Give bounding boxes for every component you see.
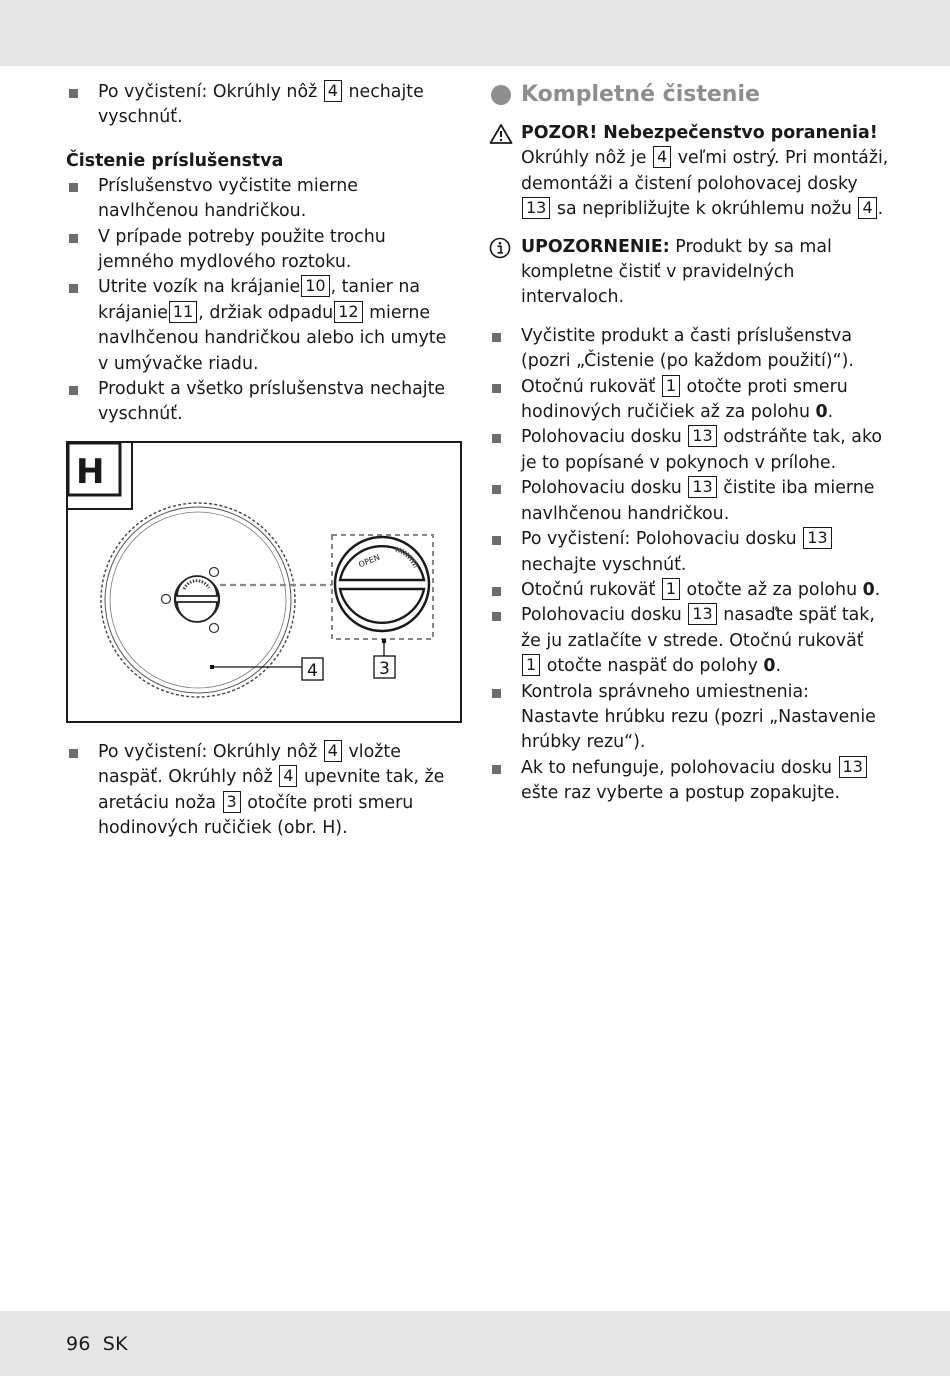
- text: Produkt by sa mal kompletne čistiť v pravidelných intervaloch.: [521, 236, 832, 308]
- list-item: [489, 527, 889, 578]
- text: otočíte proti smeru hodinových ručičiek (obr. H).: [98, 792, 414, 839]
- warning-block: [489, 121, 889, 223]
- left-column: [66, 80, 456, 428]
- bottom-band: [0, 1311, 950, 1376]
- text: Príslušenstvo vyčistite mierne navlhčenou handričkou.: [98, 175, 358, 222]
- part-ref: 13: [522, 197, 550, 219]
- language-code: SK: [102, 1333, 128, 1355]
- text: otočte naspäť do polohy: [541, 656, 764, 677]
- text: Vyčistite produkt a časti príslušenstva (pozri „Čistenie (po každom použití)“).: [521, 325, 854, 372]
- text: .: [877, 199, 884, 220]
- position-value: 0: [815, 402, 828, 423]
- subheading: Čistenie príslušenstva: [66, 150, 284, 171]
- text: , držiak odpadu: [198, 302, 334, 323]
- position-value: 0: [862, 579, 875, 600]
- figure-letter: H: [76, 452, 105, 492]
- lock-zoom: [332, 535, 433, 679]
- text: V prípade potreby použite trochu jemného mydlového roztoku.: [98, 226, 386, 273]
- list-item: [66, 225, 456, 276]
- text: Po vyčistení: Okrúhly nôž: [98, 82, 323, 102]
- list-item: [66, 740, 456, 842]
- text: nasaďte späť tak, že ju zatlačíte v strede. Otočnú rukoväť: [521, 605, 875, 651]
- part-ref: 13: [688, 603, 716, 625]
- callout-3: 3: [379, 659, 390, 679]
- part-ref: 1: [522, 654, 540, 676]
- list-item: [489, 375, 889, 426]
- part-ref: 1: [662, 375, 680, 397]
- list-item: [66, 377, 456, 428]
- text: Po vyčistení: Okrúhly nôž: [98, 742, 323, 762]
- figure-illustration: [68, 443, 464, 725]
- list-item: [489, 680, 889, 756]
- text: Okrúhly nôž je: [521, 148, 652, 169]
- text: upevnite tak, že aretáciu noža: [98, 767, 445, 813]
- text: Po vyčistení: Polohovaciu dosku: [521, 529, 803, 550]
- figure-h: [66, 441, 462, 723]
- part-ref: 4: [324, 80, 342, 102]
- text: Ak to nefunguje, polohovaciu dosku: [521, 757, 838, 778]
- part-ref: 13: [688, 476, 716, 498]
- section-title: Kompletné čistenie: [521, 82, 760, 107]
- text: sa nepribližujte k okrúhlemu nožu: [551, 199, 858, 220]
- list-item: [66, 80, 456, 131]
- text: ešte raz vyberte a postup zopakujte.: [521, 783, 841, 804]
- list-item: [66, 275, 456, 377]
- text: Otočnú rukoväť: [521, 579, 661, 600]
- text: .: [775, 656, 782, 677]
- text: čistite iba mierne navlhčenou handričkou.: [521, 478, 875, 524]
- section-bullet-icon: [491, 85, 511, 105]
- list-item: [489, 425, 889, 476]
- text: otočte proti smeru hodinových ručičiek až za polohu: [521, 376, 848, 423]
- top-band: [0, 0, 950, 66]
- warning-triangle-icon: [489, 123, 513, 145]
- text: nechajte vyschnúť.: [98, 82, 424, 128]
- list-item: [489, 476, 889, 527]
- text: Polohovaciu dosku: [521, 605, 688, 626]
- text: .: [874, 579, 881, 600]
- steps-list: [489, 324, 889, 807]
- text: vložte naspäť. Okrúhly nôž: [98, 742, 401, 788]
- part-ref: 12: [334, 301, 362, 323]
- text: Polohovaciu dosku: [521, 427, 688, 448]
- text: Otočnú rukoväť: [521, 376, 661, 397]
- part-ref: 13: [688, 425, 716, 447]
- text: Utrite vozík na krájanie: [98, 277, 301, 298]
- page-number: 96: [66, 1333, 91, 1355]
- part-ref: 4: [324, 740, 342, 762]
- open-label: OPEN: [357, 552, 382, 570]
- list-item: [489, 603, 889, 679]
- text: mierne navlhčenou handričkou alebo ich umyte v umývačke riadu.: [98, 302, 447, 374]
- part-ref: 13: [839, 756, 867, 778]
- list-item: [489, 578, 889, 603]
- text: Polohovaciu dosku: [521, 478, 688, 499]
- text: veľmi ostrý. Pri montáži, demontáži a čistení polohovacej dosky: [521, 148, 889, 194]
- part-ref: 4: [858, 197, 876, 219]
- part-ref: 10: [301, 275, 329, 297]
- text: Produkt a všetko príslušenstva nechajte vyschnúť.: [98, 379, 446, 425]
- text: Kontrola správneho umiestnenia: Nastavte hrúbku rezu (pozri „Nastavenie hrúbky rezu“).: [521, 681, 876, 753]
- part-ref: 13: [803, 527, 831, 549]
- blade-drawing: [101, 503, 332, 697]
- list-item: [66, 174, 456, 225]
- part-ref: 1: [662, 578, 680, 600]
- right-column: [489, 80, 889, 807]
- info-icon: [489, 237, 511, 259]
- text: , tanier na krájanie: [98, 277, 421, 323]
- list-item: [489, 756, 889, 807]
- callout-4: 4: [307, 661, 318, 681]
- text: otočte až za polohu: [681, 579, 863, 600]
- notice-block: [489, 235, 889, 311]
- text: nechajte vyschnúť.: [521, 554, 687, 575]
- page-footer: [66, 1333, 128, 1355]
- list-item: [489, 324, 889, 375]
- part-ref: 3: [223, 791, 241, 813]
- text: .: [827, 402, 834, 423]
- part-ref: 11: [169, 301, 197, 323]
- part-ref: 4: [279, 765, 297, 787]
- position-value: 0: [763, 656, 776, 677]
- text: odstráňte tak, ako je to popísané v pokynoch v prílohe.: [521, 427, 883, 473]
- section-heading: [489, 82, 889, 107]
- warning-label: POZOR! Nebezpečenstvo poranenia!: [521, 123, 878, 143]
- part-ref: 4: [653, 146, 671, 168]
- notice-label: UPOZORNENIE:: [521, 236, 670, 257]
- left-column-after-figure: [66, 740, 456, 842]
